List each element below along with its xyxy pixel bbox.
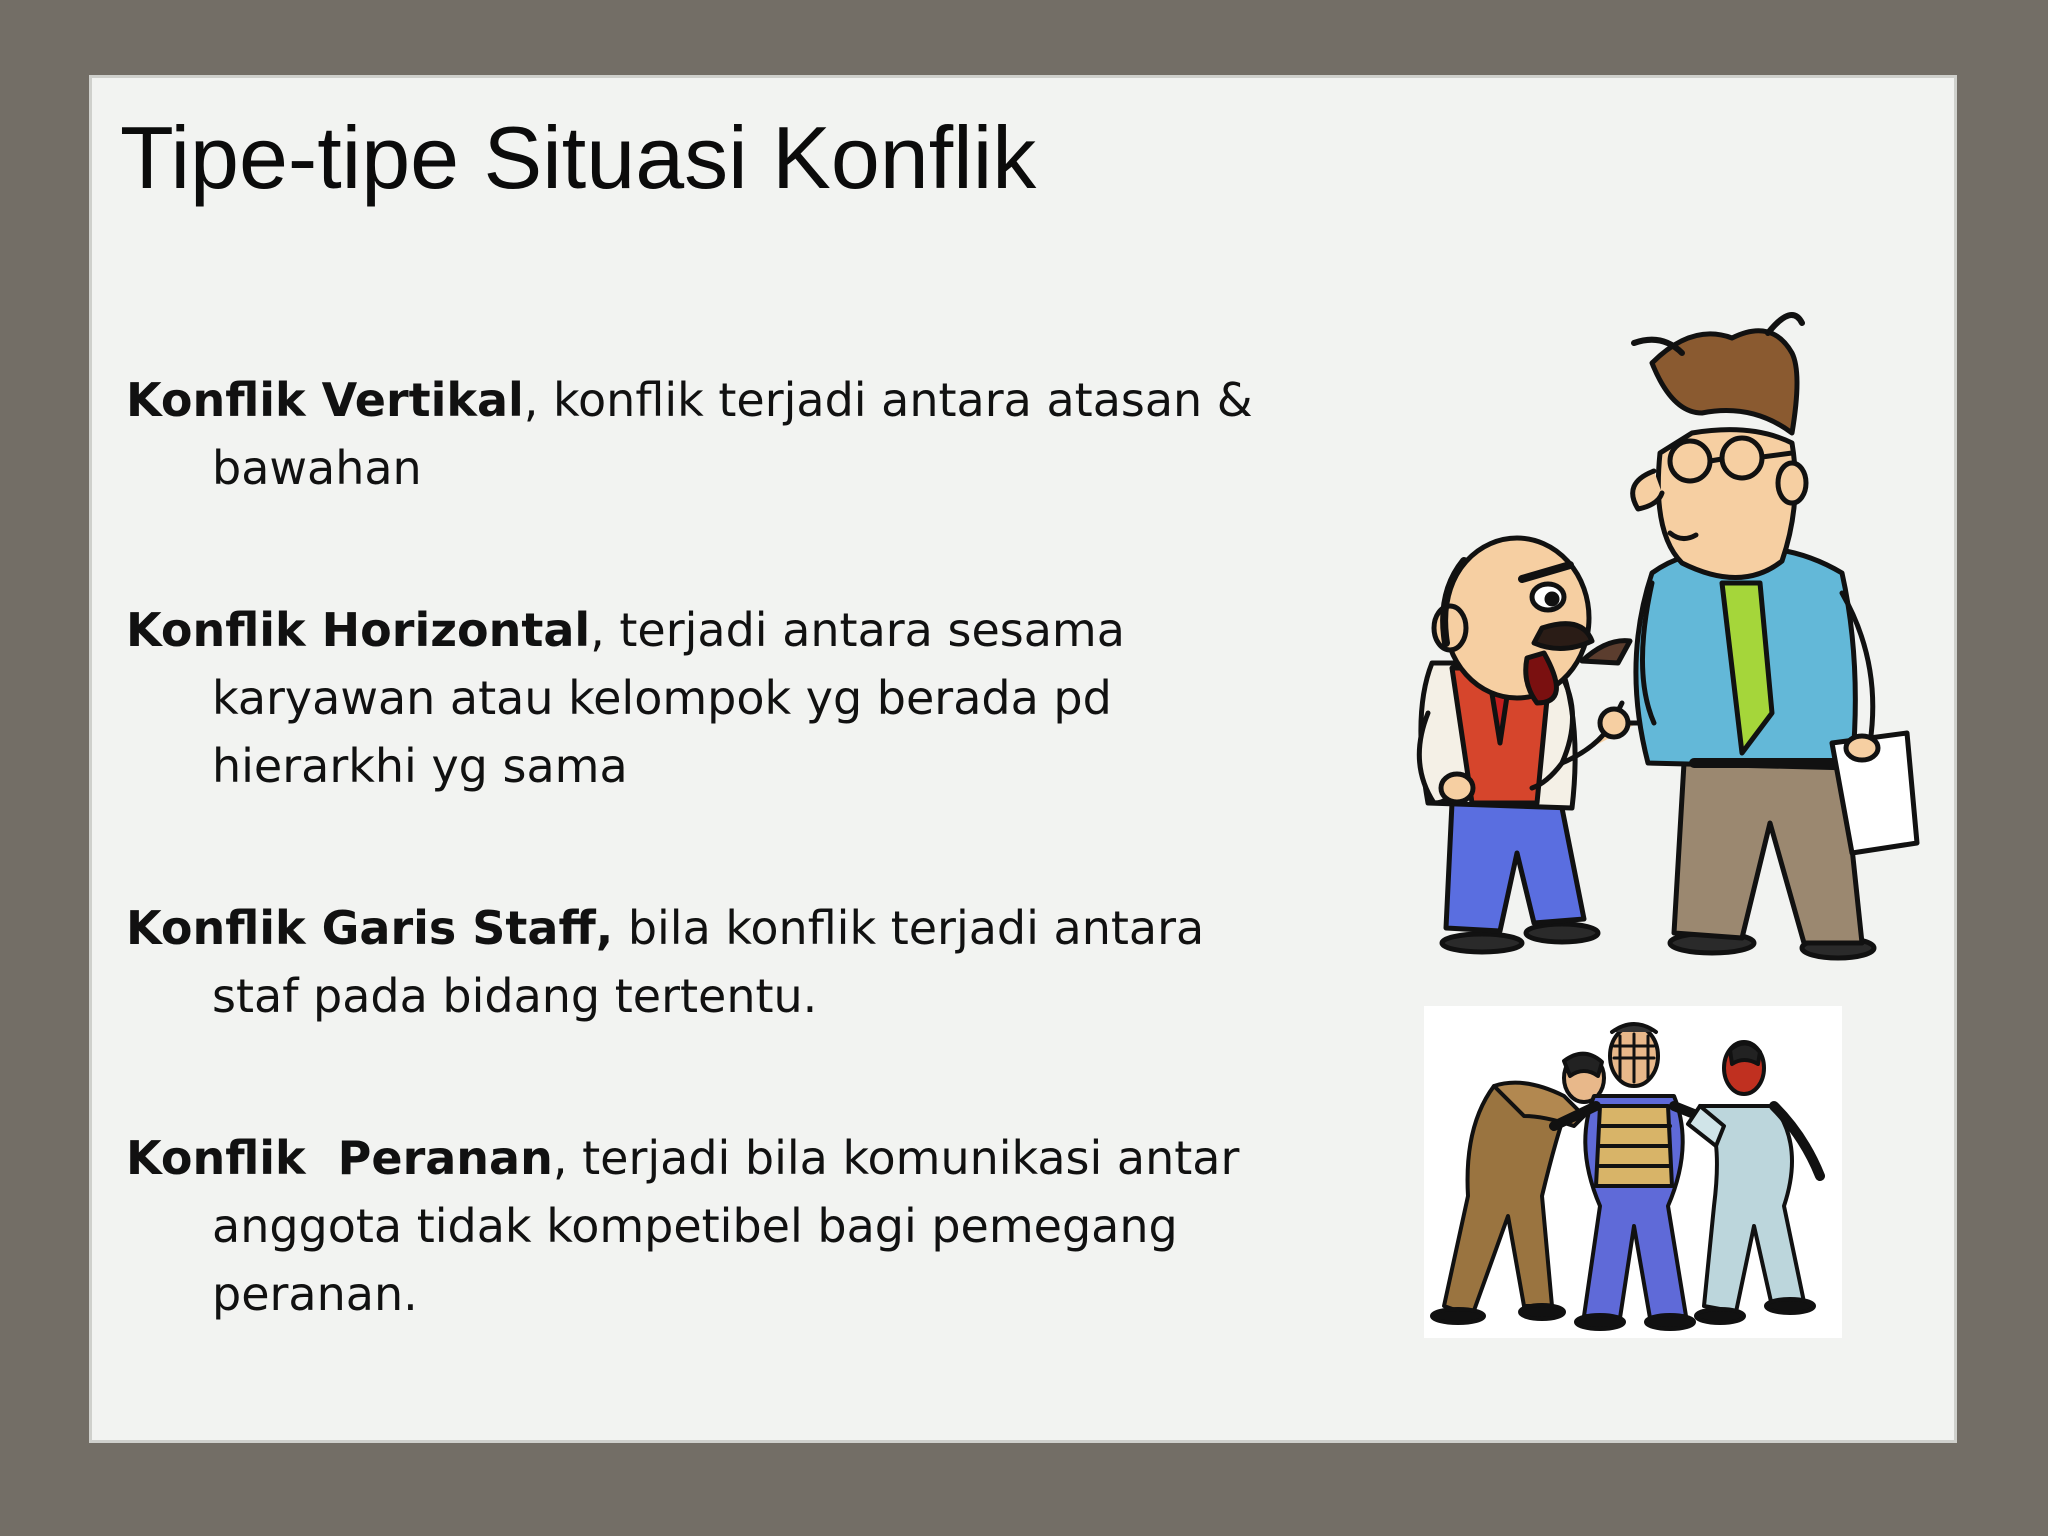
term-label: Konflik Garis Staff, xyxy=(126,901,614,955)
slide xyxy=(92,78,1954,1440)
list-item-role xyxy=(126,1124,1256,1328)
term-description: , konflik terjadi antara atasan & bawahan xyxy=(212,373,1253,495)
conflict-type-list xyxy=(126,366,1256,1328)
slide-title: Tipe-tipe Situasi Konflik xyxy=(120,108,1037,207)
term-label: Konflik Horizontal xyxy=(126,603,591,657)
left-man-figure xyxy=(1432,1054,1604,1323)
term-description: , terjadi bila komunikasi antar anggota tidak kompetibel bagi pemegang peranan. xyxy=(212,1131,1240,1321)
tall-man-figure xyxy=(1633,315,1917,958)
term-description: bila konflik terjadi antara staf pada bidang tertentu. xyxy=(212,901,1205,1023)
right-man-figure xyxy=(1688,1042,1820,1323)
three-men-scuffle-illustration xyxy=(1424,1006,1842,1338)
term-description: , terjadi antara sesama karyawan atau kelompok yg berada pd hierarkhi yg sama xyxy=(212,603,1125,793)
list-item-line-staff xyxy=(126,894,1256,1030)
short-man-figure xyxy=(1419,538,1638,952)
list-item-vertical xyxy=(126,366,1256,502)
list-item-horizontal xyxy=(126,596,1256,800)
term-label: Konflik Peranan xyxy=(126,1131,553,1185)
term-label: Konflik Vertikal xyxy=(126,373,524,427)
arguing-men-illustration xyxy=(1322,243,1932,963)
